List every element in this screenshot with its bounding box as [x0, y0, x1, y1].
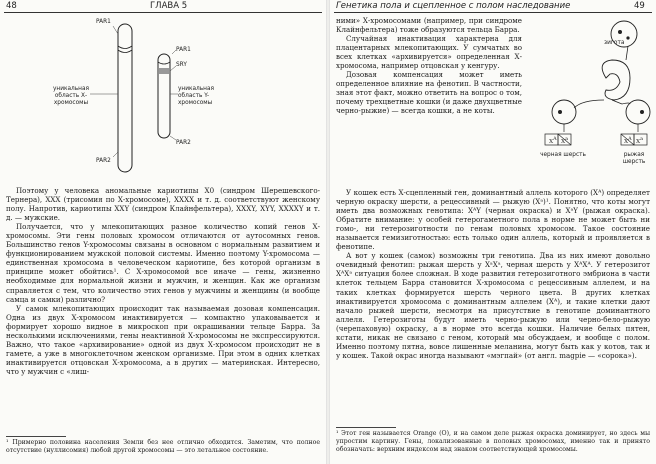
page-number-right: 49 — [634, 1, 645, 11]
par2-y-label: PAR2 — [176, 140, 191, 146]
red-coat-label: рыжая шерсть — [622, 152, 646, 165]
allele-x-a-small-right: $X^a$ — [636, 137, 644, 145]
x-chromosome — [118, 24, 132, 172]
right-main-text — [336, 188, 650, 360]
right-intro-text — [336, 16, 522, 116]
header-rule-right — [334, 12, 652, 13]
allele-a-sup-right: A — [628, 137, 632, 142]
black-coat-label: черная шерсть — [540, 152, 586, 158]
x-unique-region-label: уникальная область Х-хромосомы — [53, 86, 89, 106]
footnote-rule-right — [336, 427, 396, 428]
left-paragraph-2: Получается, что у млекопитающих разное количество копий генов Х-хромосомы. Эти гены половых хромосом отличаются от аутосомных генов. Большинство генов Y-хромосомы связаны в основном с нормальным развитием и функционированием мужской половой системы. Именно поэтому Y-хромосома — единственная хромосома в человеческом кариотипе, без которой организм в принципе может обойтись¹. С Х-хромосомой все иначе — гены, жизненно необходимые для нормальной жизни и мужчин, и женщин. Как же организм справляется с тем, что количество этих генов у мужчины и женщины (и вообще самца и самки) различно? — [6, 222, 320, 304]
right-page — [328, 0, 656, 464]
sry-band — [159, 68, 169, 74]
right-footnote: ¹ Этот ген называется Orange (О), и на самом деле рыжая окраска доминирует, но здесь мы упростим картину. Гены, локализованные в половых хромосомах, именно так и принято обозначать: верхним индексом над знаком соответствующей хромосомы. — [336, 430, 650, 453]
par1-y-label: PAR1 — [176, 47, 191, 53]
cell-black — [552, 100, 576, 124]
allele-x-a-right: $X^A$ — [624, 137, 632, 145]
zygote-label: зигота — [604, 40, 625, 46]
header-rule-left — [4, 12, 322, 13]
allele-a-small-sup-right: a — [640, 137, 644, 142]
par2-x-label: PAR2 — [96, 158, 111, 164]
left-paragraph-3: У самок млекопитающих происходит так называемая дозовая компенсация. Одна из двух Х-хромосом инактивируется — компактно упаковывается и формирует хорошо видное в микроскоп при окрашивании тельце Барра. За несколькими исключениями, гены неактивной Х-хромосомы не экспрессируются. Важно, что такое «архивирование» одной из двух Х-хромосом происходит не в гамете, а уже в многоклеточном женском организме. При этом в одних клетках инактивируется отцовская Х-хромосома, а в других — материнская. Интересно, что у мужчин с «лиш- — [6, 303, 320, 376]
right-paragraph-2: А вот у кошек (самок) возможны три генотипа. Два из них имеют довольно очевидный фенотип: рыжая шерсть у ХᵃХᵃ, черная шерсть у ХᴬХᴬ. У гетерозигот ХᴬХᵃ ситуация более сложная. В ходе развития гетерозиготного эмбриона в части клеток тельцем Барра становится Х-хромосома с рецессивным аллелем, и на таких клетках формируется шерсть черного цвета. В других клетках инактивируется хромосома с доминантным аллелем (Хᴬ), и такие клетки дают начало рыжей шерсти, несмотря на присутствие в генотипе доминантного аллеля. Гетерозиготы будут иметь черно-рыжую или черно-бело-рыжую (черепаховую) окраску, а в норме это всегда кошки. Наличие белых пятен, кстати, никак не связано с геном, который мы обсуждаем, и вообще с полом. Именно поэтому пятна, вовсе лишенные меланина, могут быть как у котов, так и у кошек. Такой окрас иногда называют «мэгпай» (от англ. magpie — «сорока»). — [336, 251, 650, 360]
allele-x-a-small-left: $X^a$ — [561, 137, 569, 145]
par1-x-label: PAR1 — [96, 19, 111, 25]
allele-x-a-left: $X^A$ — [549, 137, 557, 145]
y-chromosome — [158, 54, 170, 138]
left-paragraph-1: Поэтому у человека аномальные кариотипы Х0 (синдром Шерешевского-Тернера), ХХХ (трисомия по Х-хромосоме), ХХХХ и т. д. соответствуют женскому полу. Напротив, кариотипы ХХY (синдром Клайнфельтера), ХХХY, ХYY, ХХХХY и т. д. — мужские. — [6, 186, 320, 223]
right-intro-paragraph-3: Дозовая компенсация может иметь определенное влияние на фенотип. В частности, зная этот факт, можно ответить на вопрос о том, почему трехцветные кошки (и даже двухцветные черно-рыжие) — всегда кошки, а не коты. — [336, 70, 522, 116]
chapter-title: ГЛАВА 5 — [150, 1, 188, 11]
left-body-text — [6, 186, 320, 376]
embryo-drawing — [602, 60, 630, 100]
footnote-rule-left — [6, 436, 66, 437]
right-intro-paragraph-2: Случайная инактивация характерна для плацентарных млекопитающих. У сумчатых во всех клетках «архивируется» определенная Х-хромосома, например отцовская у кенгуру. — [336, 34, 522, 71]
page-number-left: 48 — [6, 1, 17, 11]
running-header: Генетика пола и сцепленное с полом наследование — [336, 1, 571, 11]
y-unique-region-label: уникальная область Y-хромосомы — [178, 86, 214, 106]
allele-a-small-sup: a — [565, 137, 569, 142]
sry-label: SRY — [176, 62, 187, 68]
right-intro-paragraph-1: ними» Х-хромосомами (например, при синдроме Клайнфельтера) тоже образуются тельца Барра. — [336, 16, 522, 35]
left-footnote: ¹ Примерно половина населения Земли без нее отлично обходится. Заметим, что полное отсутствие (нуллисомия) любой другой хромосомы — это летальное состояние. — [6, 439, 320, 454]
allele-a-sup: A — [553, 137, 557, 142]
right-paragraph-1: У кошек есть Х-сцепленный ген, доминантный аллель которого (Хᴬ) определяет черную окраску шерсти, а рецессивный — рыжую (Хᵃ)¹. Понятно, что коты могут иметь два возможных генотипа: ХᴬY (черная окраска) и ХᵃY (рыжая окраска). Обратите внимание: у особей гетерогаметного пола в норме не может быть ни гомо-, ни гетерозиготности по генам половых хромосом. Такое состояние называется гемизиготностью: есть только один аллель, который и проявляется в фенотипе. — [336, 188, 650, 252]
